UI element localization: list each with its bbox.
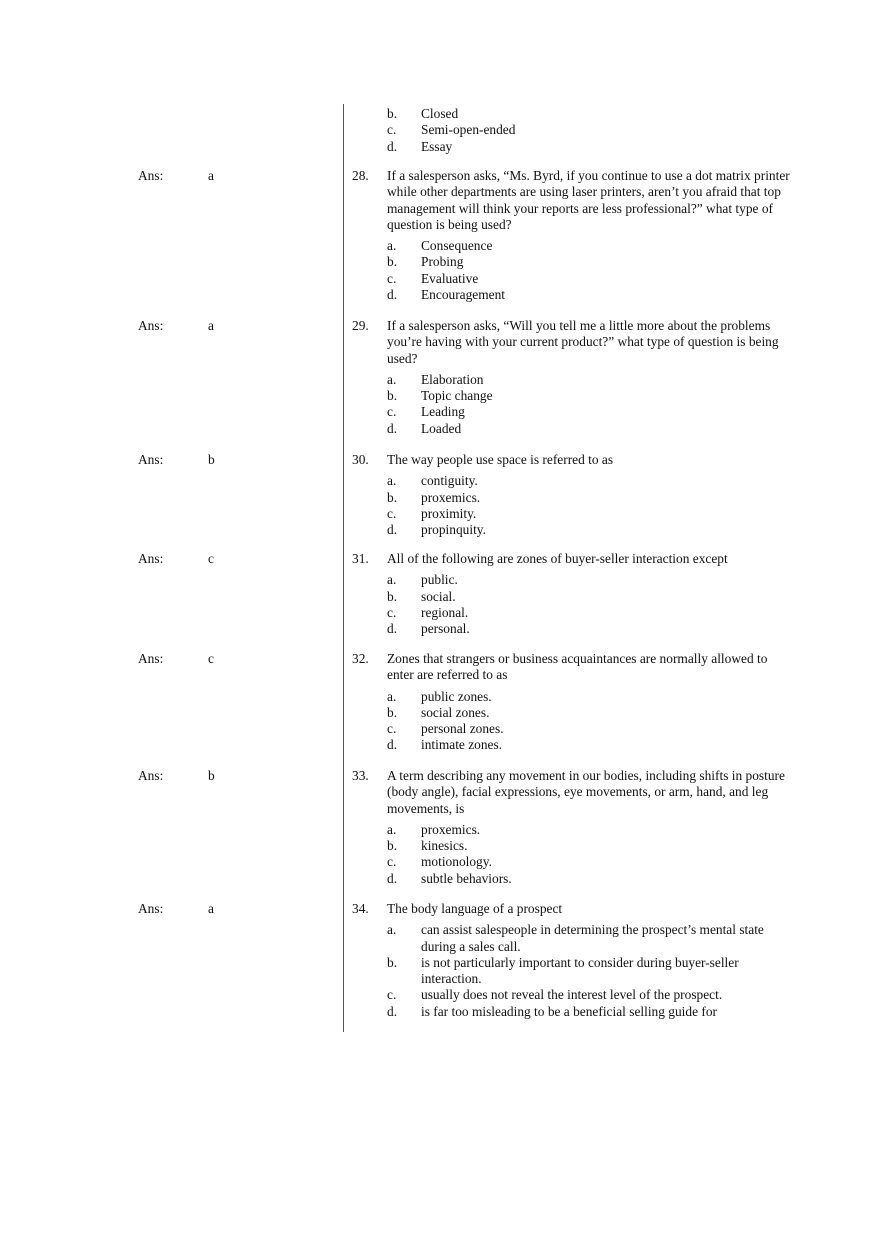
option [387, 122, 792, 138]
option-text: personal zones. [421, 721, 504, 737]
option-text: social zones. [421, 704, 490, 720]
option-letter: d. [387, 737, 398, 753]
options-list [387, 238, 792, 303]
option-letter: c. [387, 987, 397, 1003]
option-text: Evaluative [421, 270, 479, 286]
option [387, 871, 792, 887]
option-text: proximity. [421, 505, 477, 521]
option-text: proxemics. [421, 489, 481, 505]
question-number: 32. [352, 651, 369, 666]
question-body [352, 106, 792, 155]
option [387, 404, 792, 420]
option [387, 737, 792, 753]
option [387, 421, 792, 437]
answer-label: Ans: [138, 168, 164, 183]
options-list [387, 922, 792, 1020]
option [387, 605, 792, 621]
option-text: contiguity. [421, 473, 478, 489]
column-divider [343, 104, 344, 1032]
option-letter: c. [387, 854, 397, 870]
option-letter: c. [387, 270, 397, 286]
answer-label: Ans: [138, 318, 164, 333]
options-list [387, 106, 792, 155]
option-letter: a. [387, 821, 397, 837]
option-letter: d. [387, 870, 398, 886]
option-letter: b. [387, 254, 398, 270]
option-text: is far too misleading to be a beneficial selling guide for [421, 1003, 717, 1019]
option [387, 572, 792, 588]
option [387, 139, 792, 155]
answer-value: a [208, 168, 214, 183]
option-letter: d. [387, 138, 398, 154]
question-text: All of the following are zones of buyer-seller interaction except [387, 551, 728, 566]
option [387, 1004, 792, 1020]
options-list [387, 473, 792, 538]
question-body [352, 168, 792, 303]
option-text: propinquity. [421, 522, 486, 538]
option [387, 589, 792, 605]
question-number: 30. [352, 452, 369, 467]
option [387, 490, 792, 506]
option [387, 271, 792, 287]
question-number: 29. [352, 318, 369, 333]
answer-value: b [208, 768, 215, 783]
question-text: The body language of a prospect [387, 901, 563, 916]
option-letter: c. [387, 505, 397, 521]
option [387, 822, 792, 838]
answer-label: Ans: [138, 452, 164, 467]
option [387, 388, 792, 404]
option [387, 106, 792, 122]
option-letter: b. [387, 838, 398, 854]
question-number: 33. [352, 768, 369, 783]
option [387, 854, 792, 870]
question-text: If a salesperson asks, “Will you tell me a little more about the problems you’re having with your current product?” what type of question is being used? [387, 318, 779, 366]
option [387, 955, 792, 988]
options-list [387, 822, 792, 887]
option-text: motionology. [421, 854, 492, 870]
option-text: public. [421, 572, 458, 588]
answer-label: Ans: [138, 768, 164, 783]
answer-value: c [208, 651, 214, 666]
option-letter: a. [387, 688, 397, 704]
option-letter: b. [387, 588, 398, 604]
option-letter: b. [387, 106, 398, 121]
option-letter: d. [387, 621, 398, 637]
question-text: The way people use space is referred to as [387, 452, 614, 467]
option-text: intimate zones. [421, 737, 503, 753]
option-text: Consequence [421, 238, 493, 254]
answer-value: b [208, 452, 215, 467]
question-number: 28. [352, 168, 369, 183]
option-letter: a. [387, 572, 397, 588]
option-letter: b. [387, 954, 398, 970]
option-text: Closed [421, 106, 459, 121]
option-text: regional. [421, 604, 469, 620]
option-text: social. [421, 588, 456, 604]
question-body [352, 651, 792, 754]
option [387, 987, 792, 1003]
option-letter: a. [387, 238, 397, 254]
option-letter: c. [387, 122, 397, 138]
question-number: 31. [352, 551, 369, 566]
option-letter: d. [387, 522, 398, 538]
option [387, 522, 792, 538]
answer-label: Ans: [138, 551, 164, 566]
option-text: Encouragement [421, 287, 506, 303]
question-text: If a salesperson asks, “Ms. Byrd, if you continue to use a dot matrix printer while other departments are using laser printers, aren’t you afraid that top management will think your reports are less professional?” what type of question is being used? [387, 168, 790, 232]
options-list [387, 372, 792, 437]
option-text: personal. [421, 621, 470, 637]
question-body [352, 318, 792, 437]
option [387, 721, 792, 737]
option [387, 238, 792, 254]
option-letter: d. [387, 420, 398, 436]
options-list [387, 572, 792, 637]
option-letter: b. [387, 489, 398, 505]
question-body [352, 551, 792, 637]
answer-label: Ans: [138, 651, 164, 666]
answer-value: c [208, 551, 214, 566]
option-text: Elaboration [421, 371, 484, 387]
option-text: usually does not reveal the interest level of the prospect. [421, 987, 723, 1003]
option-text: public zones. [421, 688, 492, 704]
option [387, 473, 792, 489]
answer-label: Ans: [138, 901, 164, 916]
option-text: is not particularly important to consider during buyer-seller interaction. [421, 954, 739, 987]
options-list [387, 689, 792, 754]
option [387, 705, 792, 721]
option [387, 506, 792, 522]
option-letter: c. [387, 721, 397, 737]
question-text: A term describing any movement in our bodies, including shifts in posture (body angle), facial expressions, eye movements, or arm, hand, and leg movements, is [387, 768, 785, 816]
question-text: Zones that strangers or business acquaintances are normally allowed to enter are referred to as [387, 651, 768, 683]
option-letter: b. [387, 388, 398, 404]
option-text: subtle behaviors. [421, 870, 512, 886]
option-text: proxemics. [421, 821, 481, 837]
option-letter: a. [387, 371, 397, 387]
option [387, 621, 792, 637]
option [387, 689, 792, 705]
option [387, 254, 792, 270]
option-text: Essay [421, 138, 453, 154]
option-text: Topic change [421, 388, 493, 404]
option [387, 372, 792, 388]
option [387, 287, 792, 303]
option-letter: a. [387, 473, 397, 489]
option-letter: d. [387, 1003, 398, 1019]
question-number: 34. [352, 901, 369, 916]
question-body [352, 768, 792, 887]
option-letter: d. [387, 287, 398, 303]
answer-value: a [208, 901, 214, 916]
question-body [352, 901, 792, 1020]
option-letter: b. [387, 704, 398, 720]
option-text: Probing [421, 254, 464, 270]
option-letter: c. [387, 604, 397, 620]
option-letter: c. [387, 404, 397, 420]
question-body [352, 452, 792, 538]
option [387, 838, 792, 854]
option-text: can assist salespeople in determining the prospect’s mental state during a sales call. [421, 922, 764, 954]
option-letter: a. [387, 922, 397, 938]
option-text: Leading [421, 404, 465, 420]
option-text: Loaded [421, 420, 462, 436]
option [387, 922, 792, 955]
option-text: kinesics. [421, 838, 468, 854]
option-text: Semi-open-ended [421, 122, 516, 138]
answer-value: a [208, 318, 214, 333]
